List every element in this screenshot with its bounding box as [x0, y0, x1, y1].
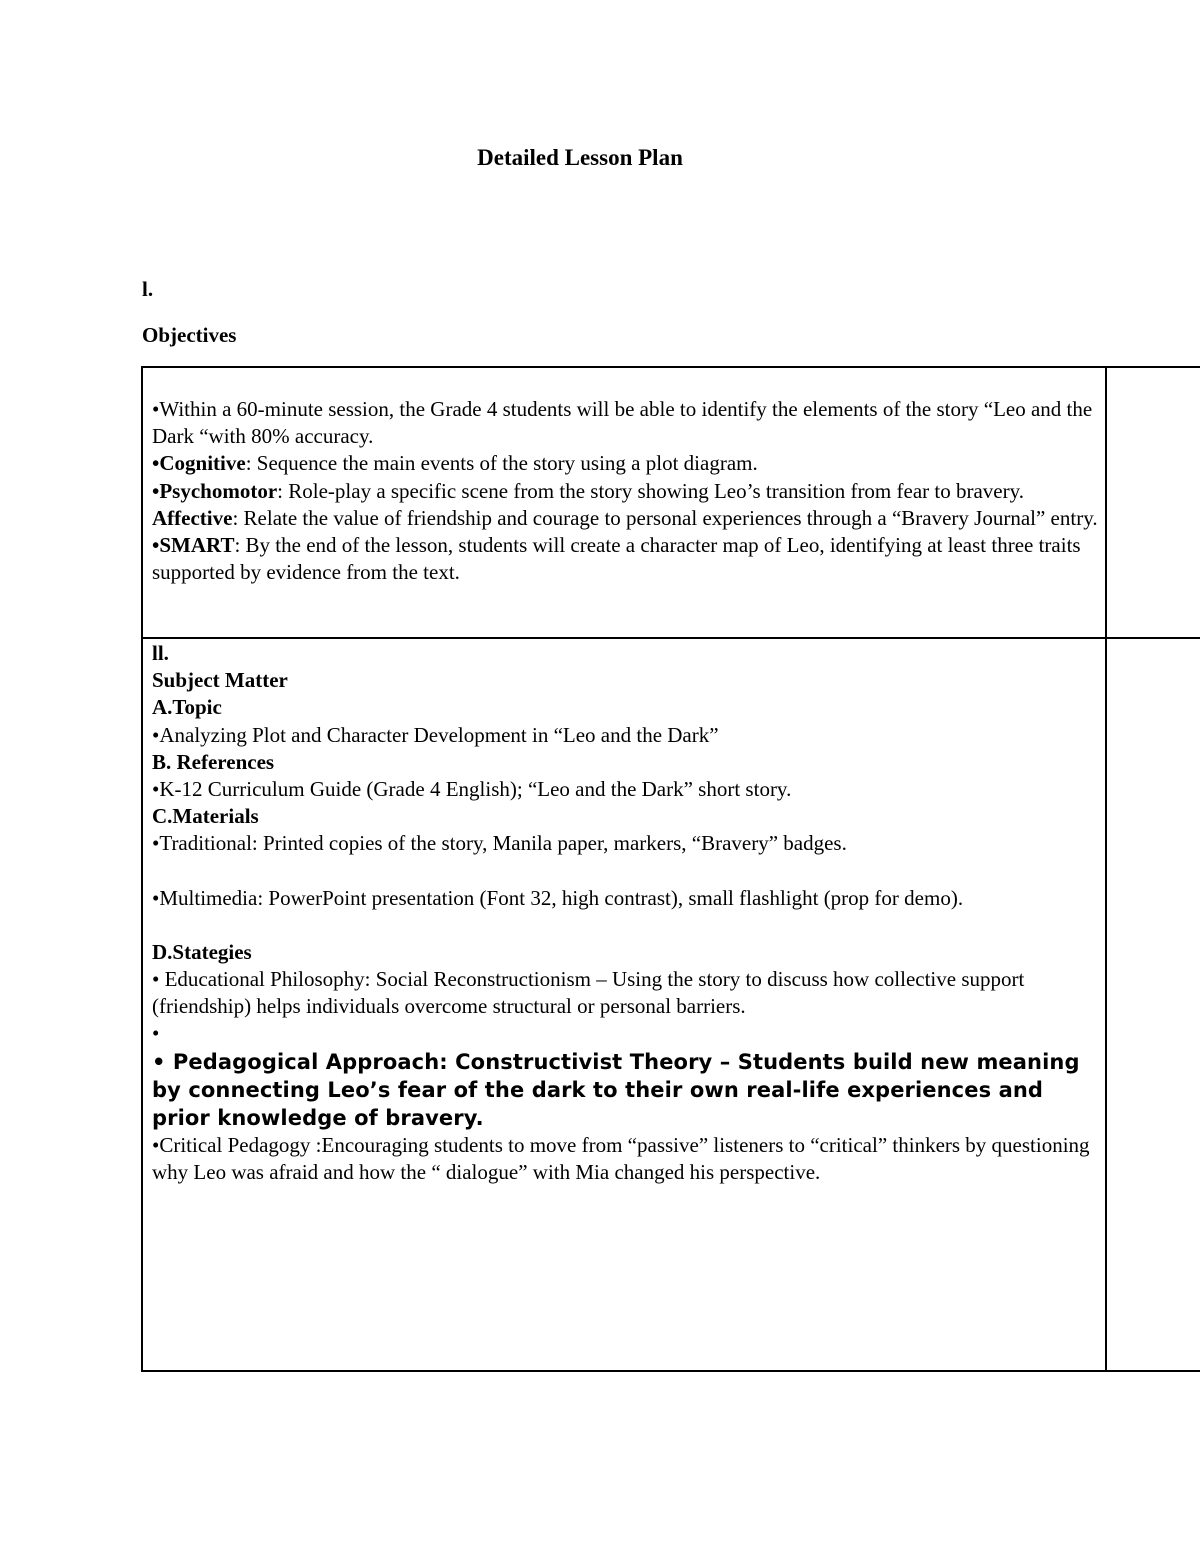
objectives-cell	[152, 396, 1100, 586]
cognitive-text: : Sequence the main events of the story using a plot diagram.	[245, 451, 758, 476]
topic-text: •Analyzing Plot and Character Development in “Leo and the Dark”	[152, 722, 719, 747]
strategies-heading: D.Stategies	[152, 939, 252, 964]
objective-cognitive	[152, 450, 1100, 477]
psychomotor-label: •Psychomotor	[152, 478, 278, 503]
objective-general: •Within a 60-minute session, the Grade 4 students will be able to identify the elements of the story “Leo and the Dark “with 80% accuracy.	[152, 397, 1093, 449]
smart-text: : By the end of the lesson, students will create a character map of Leo, identifying at least three traits supported by evidence from the text.	[152, 533, 1081, 585]
objective-smart	[152, 532, 1100, 586]
document-title: Detailed Lesson Plan	[477, 145, 683, 170]
materials-heading: C.Materials	[152, 804, 259, 829]
references-heading: B. References	[152, 749, 275, 774]
smart-label: •SMART	[152, 533, 235, 558]
spacer	[152, 858, 1100, 885]
topic-heading: A.Topic	[152, 695, 222, 720]
strategy-philosophy: • Educational Philosophy: Social Reconstructionism – Using the story to discuss how collective support (friendship) helps individuals overcome structural or personal barriers.	[152, 967, 1025, 1019]
cognitive-label: •Cognitive	[152, 451, 246, 476]
references-text: •K-12 Curriculum Guide (Grade 4 English); “Leo and the Dark” short story.	[152, 777, 792, 802]
table-border-left	[141, 366, 143, 1372]
subject-matter-number: ll.	[152, 641, 169, 665]
affective-text: : Relate the value of friendship and courage to personal experiences through a “Bravery Journal” entry.	[232, 505, 1098, 530]
section-number: l.	[142, 277, 154, 301]
table-border-middle	[141, 637, 1200, 639]
table-border-bottom	[141, 1370, 1200, 1372]
strategy-blank-bullet: •	[152, 1021, 160, 1046]
strategy-pedagogical: • Pedagogical Approach: Constructivist Theory – Students build new meaning by connecting Leo’s fear of the dark to their own real-life experiences and prior knowledge of bravery.	[152, 1049, 1080, 1130]
objective-affective	[152, 505, 1100, 532]
subject-matter-heading: Subject Matter	[152, 668, 288, 693]
psychomotor-text: : Role-play a specific scene from the story showing Leo’s transition from fear to bravery.	[277, 478, 1024, 503]
table-border-right	[1105, 366, 1107, 1372]
affective-label: Affective	[152, 505, 233, 530]
materials-multimedia: •Multimedia: PowerPoint presentation (Font 32, high contrast), small flashlight (prop for demo).	[152, 885, 964, 910]
objective-psychomotor	[152, 478, 1100, 505]
strategy-critical: •Critical Pedagogy :Encouraging students to move from “passive” listeners to “critical” thinkers by questioning why Leo was afraid and how the “ dialogue” with Mia changed his perspective.	[152, 1132, 1090, 1184]
section-label: Objectives	[142, 323, 237, 347]
materials-traditional: •Traditional: Printed copies of the story, Manila paper, markers, “Bravery” badges.	[152, 831, 847, 856]
table-border-top	[141, 366, 1200, 368]
spacer	[152, 912, 1100, 939]
subject-matter-cell	[152, 640, 1100, 1186]
